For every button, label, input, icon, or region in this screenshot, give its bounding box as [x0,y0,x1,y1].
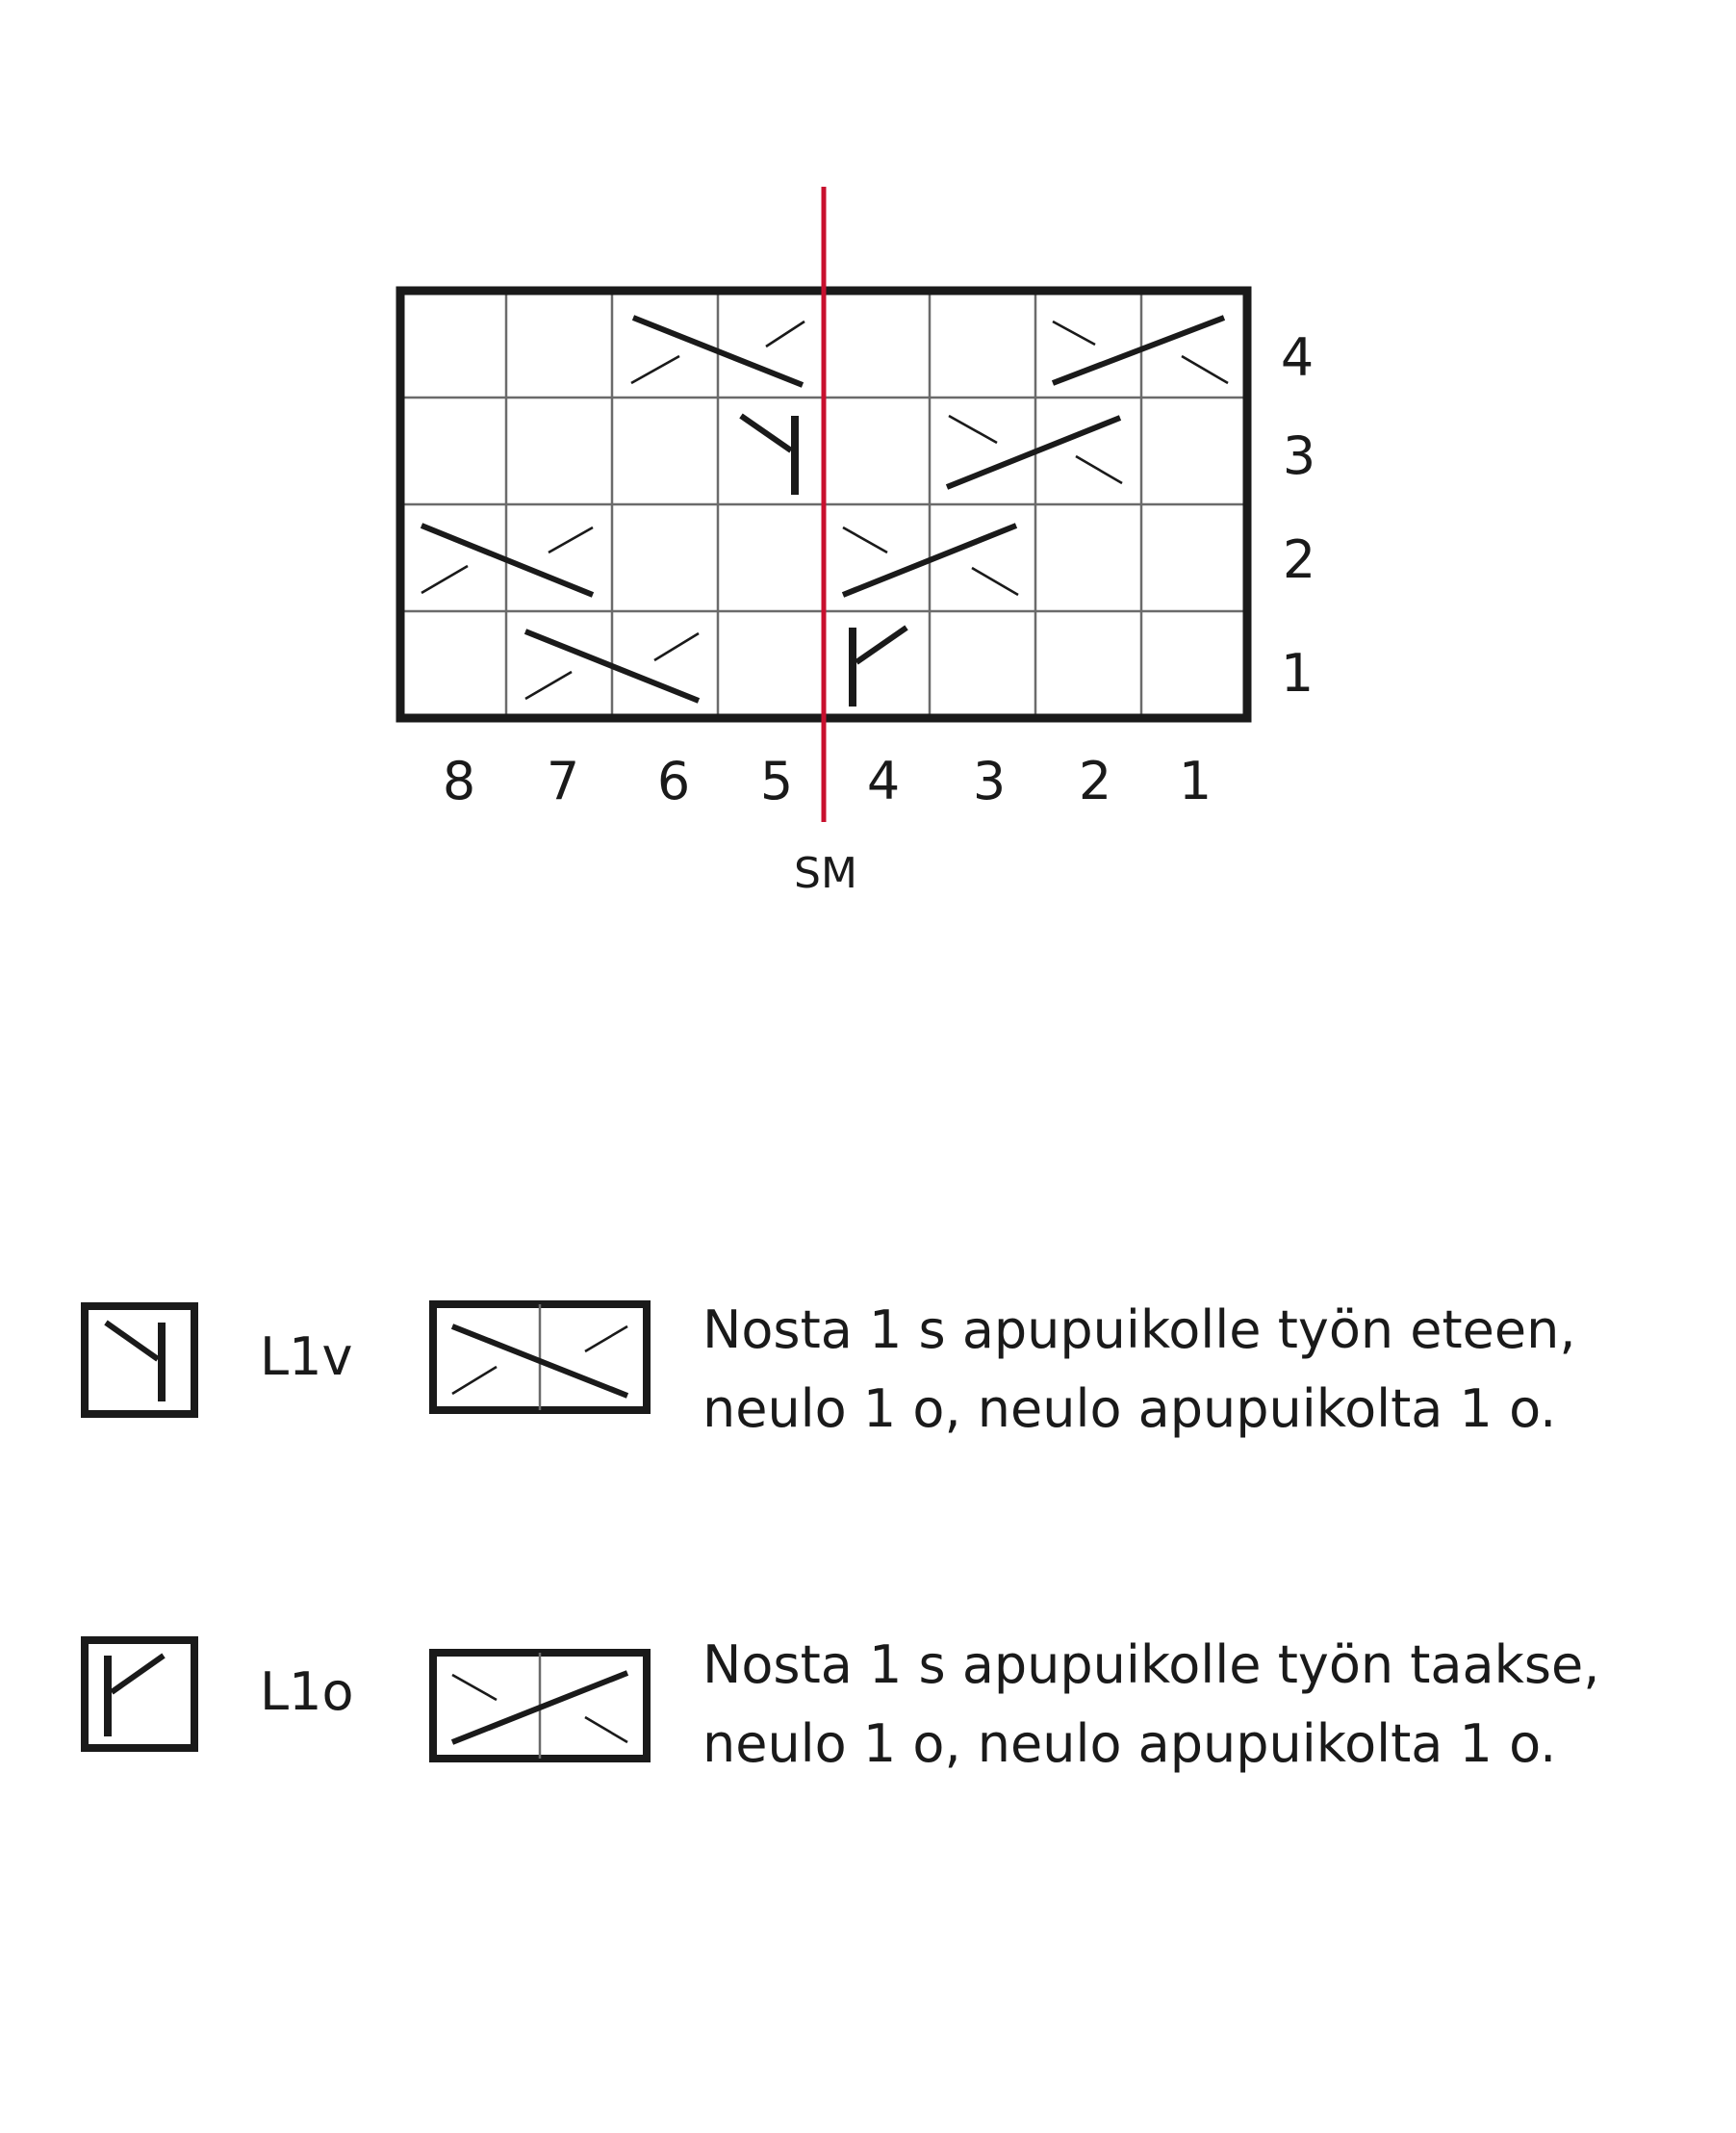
legend-cross-left-symbol [433,1304,647,1410]
row-number: 1 [1280,643,1315,704]
legend-cross-right-symbol [433,1653,647,1759]
symbol-l1v-row3 [741,416,795,495]
legend-l1o-description-line1: Nosta 1 s apupuikolle työn taakse, [702,1634,1600,1695]
symbol-l1o-row1 [853,628,906,707]
legend-l1v-abbr: L1v [260,1326,353,1387]
column-number: 7 [546,751,580,811]
column-number: 6 [656,751,691,811]
legend-l1o-abbr: L1o [260,1661,354,1722]
row-number: 4 [1280,327,1315,388]
legend-l1o-symbol [85,1640,194,1748]
stitch-marker-label: SM [794,849,857,898]
legend-l1v-description-line2: neulo 1 o, neulo apupuikolta 1 o. [702,1378,1557,1439]
row-number: 2 [1282,529,1316,590]
column-number: 1 [1178,751,1213,811]
legend-l1v-symbol [85,1306,194,1414]
legend-l1o-description-line2: neulo 1 o, neulo apupuikolta 1 o. [702,1713,1557,1774]
column-number: 2 [1078,751,1112,811]
column-number: 5 [759,751,794,811]
legend-item-l1o [85,1634,1599,1774]
column-number: 8 [442,751,476,811]
column-number: 3 [972,751,1007,811]
legend-item-l1v [85,1299,1575,1439]
column-number: 4 [866,751,901,811]
row-number: 3 [1282,425,1316,486]
legend-l1v-description-line1: Nosta 1 s apupuikolle työn eteen, [702,1299,1576,1360]
